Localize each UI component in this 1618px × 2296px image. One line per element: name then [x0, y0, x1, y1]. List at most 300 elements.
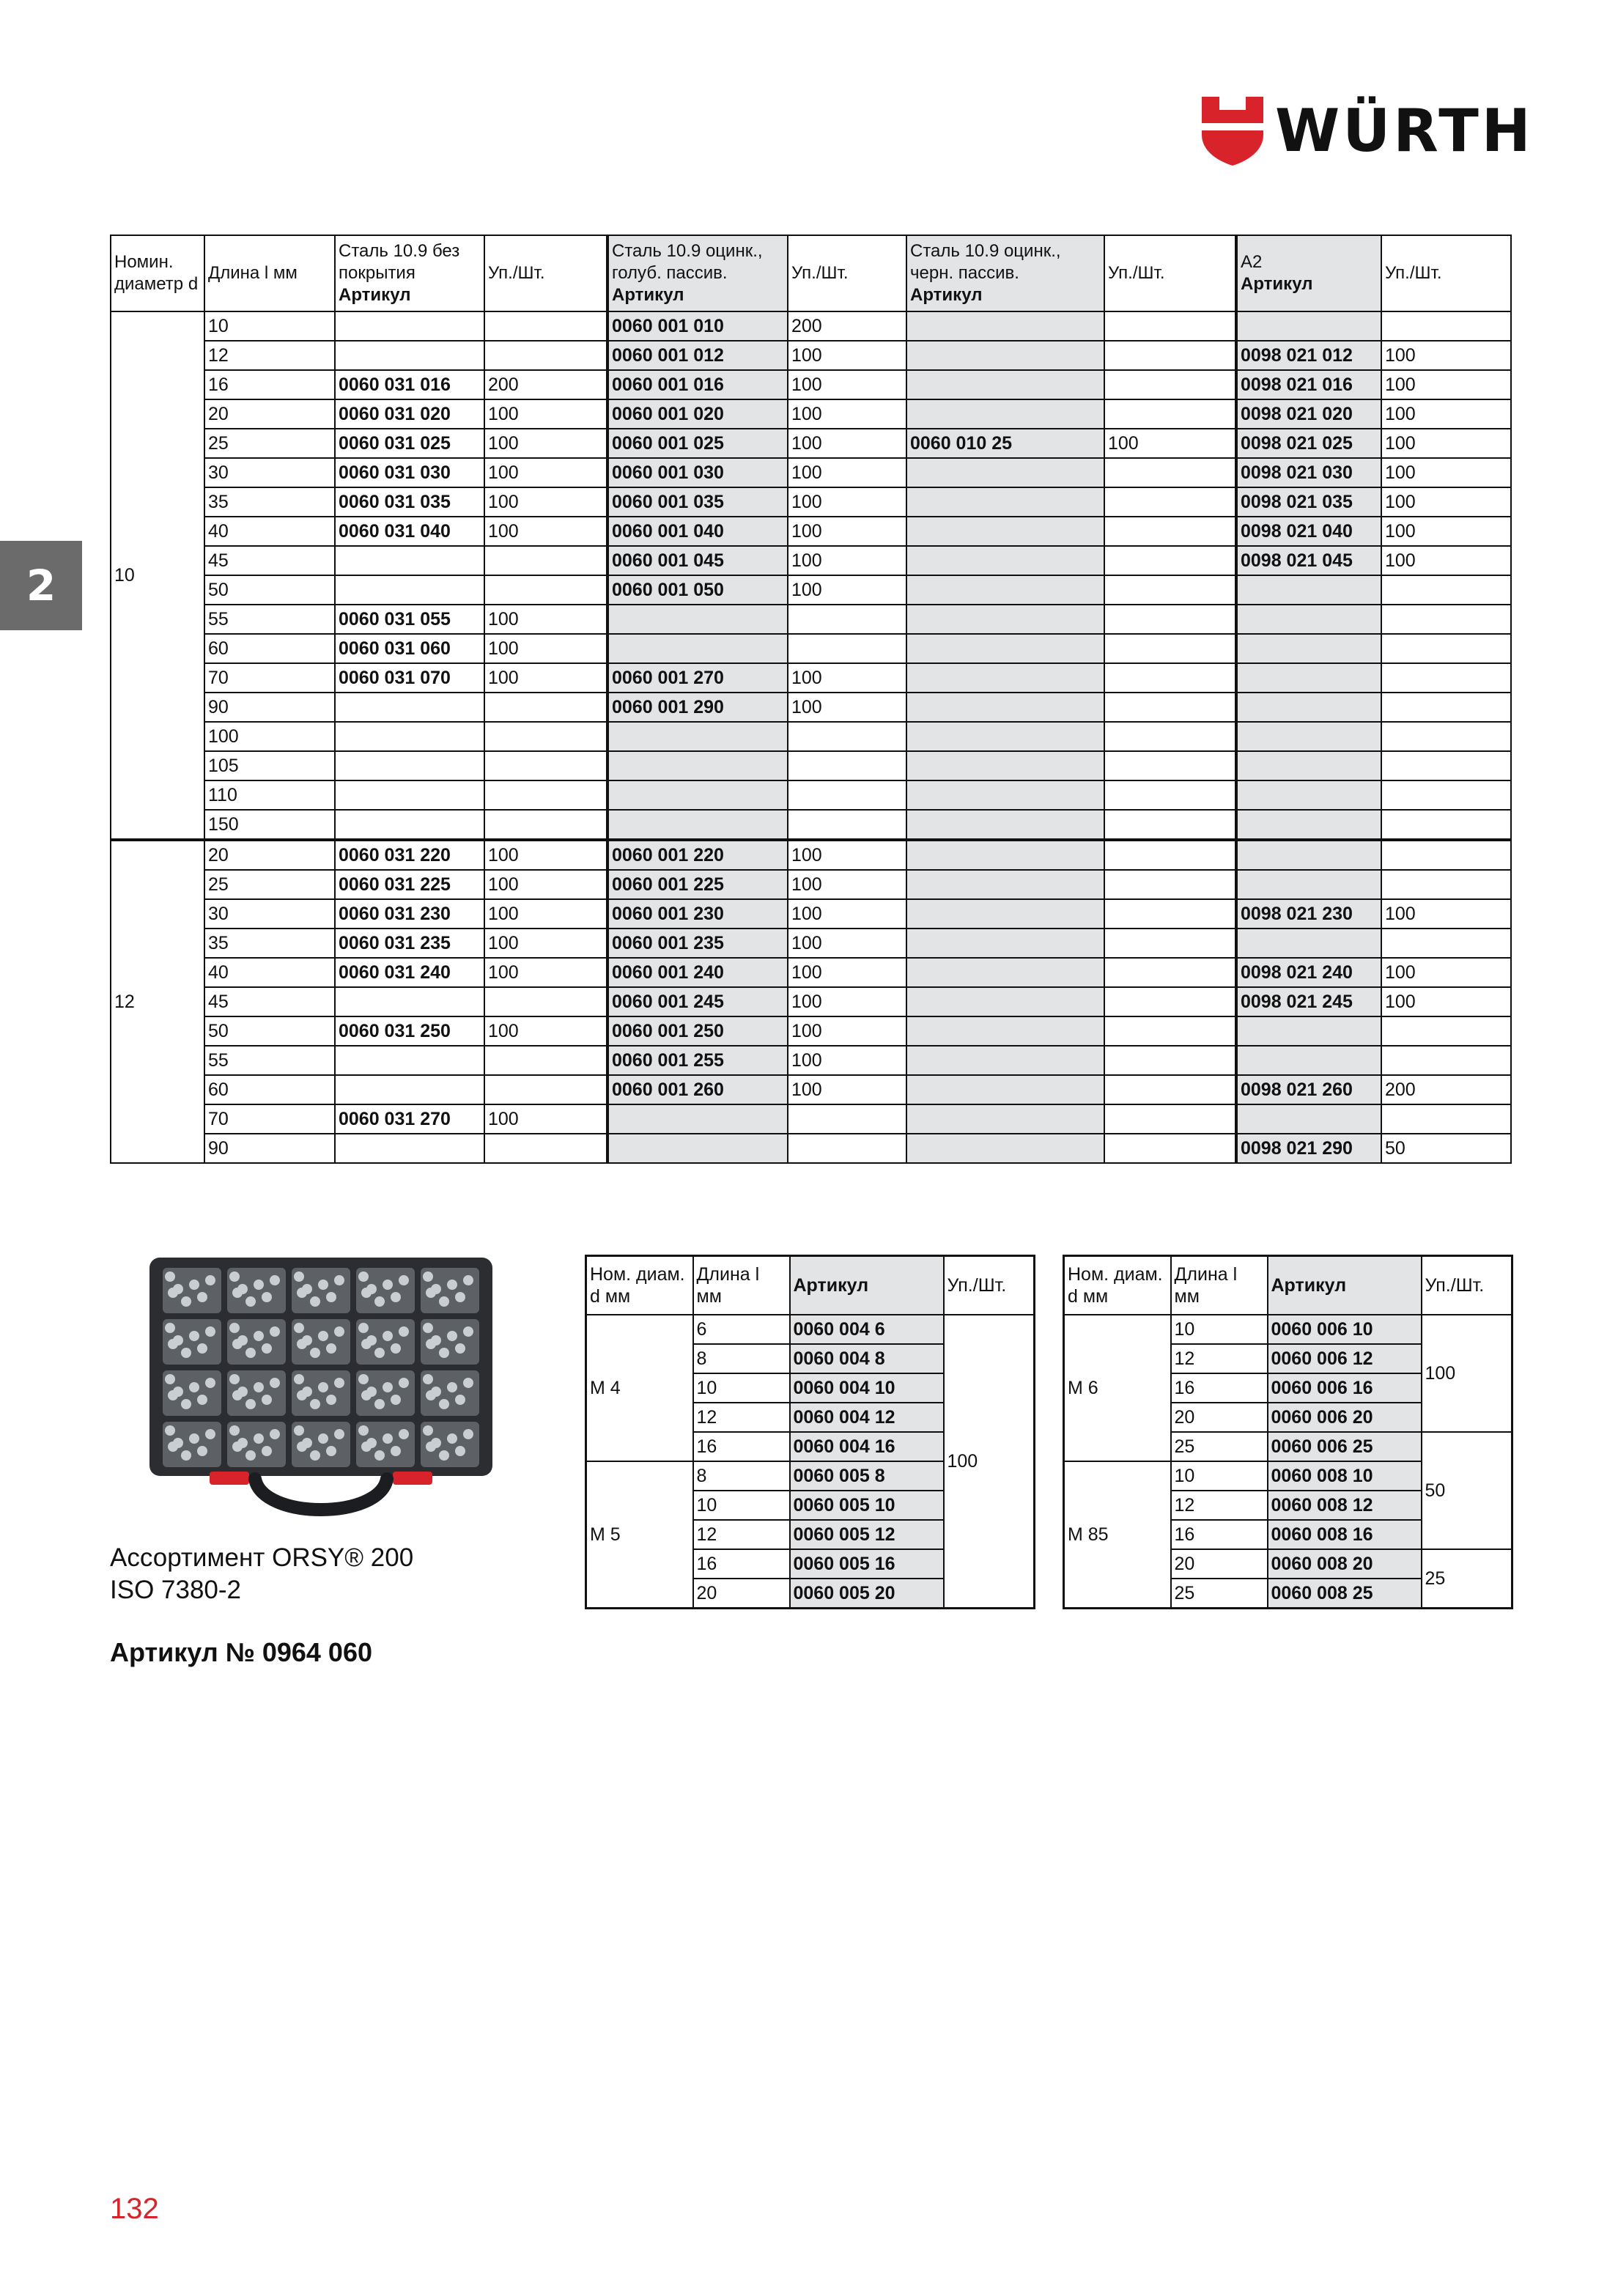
header-group4-article [1236, 235, 1381, 311]
length-cell: 50 [204, 575, 335, 605]
group2-pack-cell: 100 [788, 546, 906, 575]
header-group2-title: Сталь 10.9 оцинк., голуб. пассив. [612, 241, 763, 283]
group1-article-cell [335, 987, 484, 1016]
screw-head [383, 1433, 393, 1444]
screw-head [361, 1339, 372, 1349]
group3-pack-cell [1104, 341, 1236, 370]
screw-head [245, 1450, 256, 1461]
group3-article-cell [906, 575, 1104, 605]
page-number: 132 [110, 2193, 159, 2225]
group2-article-cell [607, 722, 788, 751]
screw-head [297, 1288, 307, 1298]
group4-pack-cell [1381, 634, 1511, 663]
table-row [111, 899, 1511, 929]
group4-pack-cell: 200 [1381, 1075, 1511, 1104]
group4-article-cell [1236, 575, 1381, 605]
article-cell: 0060 005 16 [790, 1549, 944, 1579]
header-nom-diam: Номин. диаметр d [111, 235, 204, 311]
group4-pack-cell [1381, 1016, 1511, 1046]
group4-pack-cell [1381, 575, 1511, 605]
group2-article-cell: 0060 001 250 [607, 1016, 788, 1046]
header-group3-article-label: Артикул [910, 285, 983, 305]
table-row [111, 311, 1511, 341]
screw-head [326, 1343, 336, 1354]
screw-head [189, 1280, 199, 1290]
screw-head [262, 1446, 272, 1456]
screw-head [229, 1323, 240, 1333]
length-cell: 25 [204, 870, 335, 899]
group2-article-cell: 0060 001 255 [607, 1046, 788, 1075]
screw-head [270, 1378, 280, 1388]
screw-head [426, 1288, 436, 1298]
group1-pack-cell: 100 [484, 929, 607, 958]
screw-head [168, 1390, 178, 1400]
group4-pack-cell [1381, 751, 1511, 780]
assortment-title: Ассортимент ORSY® 200 [110, 1543, 414, 1572]
length-cell: 20 [204, 399, 335, 429]
group4-article-cell [1236, 1016, 1381, 1046]
length-cell: 16 [204, 370, 335, 399]
screw-head [383, 1382, 393, 1392]
table-row [111, 1016, 1511, 1046]
screw-head [165, 1271, 175, 1282]
group1-article-cell [335, 722, 484, 751]
length-cell: 10 [693, 1491, 790, 1520]
length-cell: 90 [204, 1134, 335, 1163]
group4-pack-cell [1381, 663, 1511, 693]
length-cell: 150 [204, 810, 335, 840]
group1-article-cell [335, 341, 484, 370]
screw-head [181, 1348, 191, 1358]
group4-pack-cell [1381, 311, 1511, 341]
table-row [111, 1046, 1511, 1075]
group3-article-cell [906, 399, 1104, 429]
header-group1-article [335, 235, 484, 311]
group2-article-cell: 0060 001 050 [607, 575, 788, 605]
header-length: Длина l мм [1171, 1256, 1268, 1315]
screw-head [423, 1374, 433, 1384]
group3-pack-cell [1104, 810, 1236, 840]
table-row [111, 429, 1511, 458]
table-row [111, 693, 1511, 722]
group1-article-cell [335, 780, 484, 810]
header-nom-diam: Ном. диам. d мм [1064, 1256, 1171, 1315]
header-group4-pack: Уп./Шт. [1381, 235, 1511, 311]
group4-article-cell: 0098 021 045 [1236, 546, 1381, 575]
group2-article-cell: 0060 001 235 [607, 929, 788, 958]
table-row [111, 487, 1511, 517]
length-cell: 10 [693, 1373, 790, 1403]
screw-head [447, 1433, 457, 1444]
screw-head [463, 1429, 473, 1439]
group1-pack-cell [484, 780, 607, 810]
table-row [111, 929, 1511, 958]
group3-article-cell [906, 751, 1104, 780]
screw-head [358, 1425, 369, 1436]
diameter-cell: 10 [111, 311, 204, 840]
group1-pack-cell [484, 1075, 607, 1104]
screw-head [262, 1343, 272, 1354]
screw-head [447, 1280, 457, 1290]
group3-article-cell [906, 311, 1104, 341]
group3-article-cell [906, 958, 1104, 987]
group3-pack-cell [1104, 517, 1236, 546]
group1-pack-cell [484, 810, 607, 840]
table-row [111, 575, 1511, 605]
group3-article-cell [906, 840, 1104, 870]
screw-head [374, 1296, 385, 1307]
table-row [111, 958, 1511, 987]
group3-article-cell [906, 1046, 1104, 1075]
group1-pack-cell: 100 [484, 605, 607, 634]
group3-article-cell [906, 370, 1104, 399]
group1-article-cell [335, 1046, 484, 1075]
screw-head [205, 1429, 215, 1439]
group2-pack-cell: 100 [788, 487, 906, 517]
group1-article-cell: 0060 031 235 [335, 929, 484, 958]
header-pack: Уп./Шт. [1422, 1256, 1512, 1315]
length-cell: 16 [1171, 1373, 1268, 1403]
group3-article-cell [906, 722, 1104, 751]
screw-head [447, 1382, 457, 1392]
pack-cell: 100 [944, 1315, 1035, 1609]
group3-article-cell [906, 487, 1104, 517]
group2-pack-cell: 100 [788, 870, 906, 899]
brand-name: WÜRTH [1275, 97, 1534, 165]
table-row [111, 1134, 1511, 1163]
header-group2-article [607, 235, 788, 311]
length-cell: 60 [204, 1075, 335, 1104]
group1-article-cell: 0060 031 055 [335, 605, 484, 634]
table-row [111, 870, 1511, 899]
header-length: Длина l мм [204, 235, 335, 311]
screw-head [229, 1271, 240, 1282]
group3-pack-cell [1104, 870, 1236, 899]
group3-pack-cell [1104, 311, 1236, 341]
screw-head [358, 1374, 369, 1384]
header-article: Артикул [1268, 1256, 1422, 1315]
header-group4-article-label: Артикул [1241, 274, 1313, 294]
screw-head [232, 1288, 243, 1298]
table-row [111, 663, 1511, 693]
group4-article-cell: 0098 021 260 [1236, 1075, 1381, 1104]
group2-article-cell: 0060 001 230 [607, 899, 788, 929]
length-cell: 40 [204, 517, 335, 546]
screw-head [318, 1280, 328, 1290]
length-cell: 12 [1171, 1491, 1268, 1520]
screw-head [254, 1331, 264, 1341]
group3-pack-cell [1104, 575, 1236, 605]
group2-pack-cell: 100 [788, 1046, 906, 1075]
article-cell: 0060 004 10 [790, 1373, 944, 1403]
screw-head [439, 1348, 449, 1358]
main-table-header [111, 235, 1511, 311]
group3-article-cell [906, 605, 1104, 634]
screw-head [439, 1399, 449, 1409]
group1-article-cell: 0060 031 250 [335, 1016, 484, 1046]
group3-article-cell [906, 517, 1104, 546]
group3-pack-cell [1104, 840, 1236, 870]
group2-article-cell: 0060 001 035 [607, 487, 788, 517]
group3-article-cell [906, 929, 1104, 958]
length-cell: 25 [1171, 1432, 1268, 1461]
screw-head [310, 1348, 320, 1358]
article-cell: 0060 004 6 [790, 1315, 944, 1344]
group2-pack-cell: 100 [788, 341, 906, 370]
group1-pack-cell: 100 [484, 487, 607, 517]
group2-pack-cell [788, 634, 906, 663]
screw-head [294, 1425, 304, 1436]
screw-head [326, 1395, 336, 1405]
pack-cell: 25 [1422, 1549, 1512, 1609]
article-cell: 0060 004 8 [790, 1344, 944, 1373]
group3-article-cell: 0060 010 25 [906, 429, 1104, 458]
group3-pack-cell [1104, 751, 1236, 780]
group1-article-cell [335, 693, 484, 722]
group2-article-cell: 0060 001 012 [607, 341, 788, 370]
screw-head [197, 1395, 207, 1405]
screw-head [197, 1292, 207, 1302]
table-row [111, 987, 1511, 1016]
table-row [111, 1075, 1511, 1104]
length-cell: 55 [204, 605, 335, 634]
group4-article-cell: 0098 021 016 [1236, 370, 1381, 399]
pack-cell: 50 [1422, 1432, 1512, 1549]
group1-article-cell [335, 1134, 484, 1163]
group1-article-cell [335, 810, 484, 840]
group1-article-cell [335, 751, 484, 780]
group2-article-cell: 0060 001 030 [607, 458, 788, 487]
group1-pack-cell: 100 [484, 840, 607, 870]
group3-pack-cell [1104, 722, 1236, 751]
screw-head [463, 1378, 473, 1388]
group2-pack-cell [788, 1104, 906, 1134]
group4-article-cell [1236, 634, 1381, 663]
screw-head [318, 1382, 328, 1392]
screw-head [297, 1339, 307, 1349]
length-cell: 25 [1171, 1579, 1268, 1609]
group4-article-cell: 0098 021 230 [1236, 899, 1381, 929]
group1-pack-cell [484, 546, 607, 575]
group3-pack-cell [1104, 1075, 1236, 1104]
group2-pack-cell: 100 [788, 840, 906, 870]
group1-article-cell: 0060 031 225 [335, 870, 484, 899]
screw-head [232, 1339, 243, 1349]
group4-article-cell [1236, 1104, 1381, 1134]
orsy-case-image [145, 1255, 497, 1526]
screw-head [165, 1374, 175, 1384]
group1-pack-cell: 100 [484, 870, 607, 899]
screw-head [455, 1446, 465, 1456]
screw-head [463, 1326, 473, 1337]
screw-head [334, 1429, 344, 1439]
group1-pack-cell [484, 987, 607, 1016]
group3-article-cell [906, 810, 1104, 840]
header-group1-article-label: Артикул [339, 285, 411, 305]
group1-article-cell [335, 575, 484, 605]
table-row [111, 605, 1511, 634]
screw-head [270, 1429, 280, 1439]
length-cell: 12 [693, 1403, 790, 1432]
diameter-cell: M 4 [586, 1315, 693, 1461]
group3-pack-cell [1104, 1134, 1236, 1163]
length-cell: 12 [1171, 1344, 1268, 1373]
group4-article-cell: 0098 021 040 [1236, 517, 1381, 546]
length-cell: 16 [693, 1549, 790, 1579]
screw-head [297, 1390, 307, 1400]
group2-pack-cell: 100 [788, 987, 906, 1016]
group3-pack-cell [1104, 487, 1236, 517]
group4-pack-cell: 100 [1381, 341, 1511, 370]
length-cell: 35 [204, 487, 335, 517]
group2-article-cell: 0060 001 020 [607, 399, 788, 429]
group4-pack-cell [1381, 1104, 1511, 1134]
group1-article-cell: 0060 031 060 [335, 634, 484, 663]
group3-article-cell [906, 341, 1104, 370]
screw-head [270, 1326, 280, 1337]
group4-article-cell [1236, 780, 1381, 810]
group1-pack-cell: 100 [484, 399, 607, 429]
case-handle [255, 1479, 387, 1510]
screw-head [165, 1425, 175, 1436]
group2-article-cell: 0060 001 040 [607, 517, 788, 546]
group4-article-cell [1236, 1046, 1381, 1075]
group4-article-cell: 0098 021 035 [1236, 487, 1381, 517]
group1-pack-cell: 100 [484, 663, 607, 693]
screw-head [197, 1343, 207, 1354]
length-cell: 8 [693, 1344, 790, 1373]
group3-article-cell [906, 987, 1104, 1016]
table-row [111, 517, 1511, 546]
group4-article-cell [1236, 693, 1381, 722]
table-row [111, 370, 1511, 399]
length-cell: 30 [204, 458, 335, 487]
group4-article-cell [1236, 840, 1381, 870]
screw-head [391, 1292, 401, 1302]
group4-pack-cell [1381, 693, 1511, 722]
screw-head [361, 1442, 372, 1452]
group4-article-cell: 0098 021 290 [1236, 1134, 1381, 1163]
group3-pack-cell [1104, 780, 1236, 810]
screw-head [245, 1399, 256, 1409]
screw-head [426, 1339, 436, 1349]
group4-pack-cell [1381, 870, 1511, 899]
group2-article-cell: 0060 001 016 [607, 370, 788, 399]
screw-head [181, 1296, 191, 1307]
table-row [111, 1104, 1511, 1134]
screw-head [423, 1323, 433, 1333]
screw-head [254, 1433, 264, 1444]
length-cell: 8 [693, 1461, 790, 1491]
length-cell: 55 [204, 1046, 335, 1075]
header-group3-pack: Уп./Шт. [1104, 235, 1236, 311]
article-cell: 0060 005 8 [790, 1461, 944, 1491]
group2-pack-cell: 100 [788, 429, 906, 458]
screw-head [294, 1374, 304, 1384]
table-row [111, 399, 1511, 429]
group4-article-cell: 0098 021 012 [1236, 341, 1381, 370]
header-pack: Уп./Шт. [944, 1256, 1035, 1315]
screw-head [334, 1275, 344, 1285]
group2-pack-cell [788, 722, 906, 751]
wurth-logo [1202, 97, 1534, 166]
group4-article-cell [1236, 870, 1381, 899]
small-table-body [586, 1315, 1035, 1609]
screw-head [383, 1331, 393, 1341]
group1-article-cell: 0060 031 270 [335, 1104, 484, 1134]
group2-pack-cell: 100 [788, 1075, 906, 1104]
screw-head [254, 1280, 264, 1290]
group2-pack-cell: 100 [788, 693, 906, 722]
group3-pack-cell [1104, 605, 1236, 634]
group3-pack-cell [1104, 1104, 1236, 1134]
group2-article-cell [607, 1104, 788, 1134]
small-table-header [1064, 1256, 1512, 1315]
screw-head [205, 1378, 215, 1388]
table-row [111, 341, 1511, 370]
article-cell: 0060 005 10 [790, 1491, 944, 1520]
diameter-cell: M 6 [1064, 1315, 1171, 1461]
group2-article-cell [607, 1134, 788, 1163]
screw-head [383, 1280, 393, 1290]
group3-article-cell [906, 1134, 1104, 1163]
group2-pack-cell [788, 780, 906, 810]
length-cell: 100 [204, 722, 335, 751]
screw-head [310, 1450, 320, 1461]
screw-head [297, 1442, 307, 1452]
group2-pack-cell: 100 [788, 370, 906, 399]
group1-article-cell [335, 311, 484, 341]
table-row [111, 810, 1511, 840]
group2-article-cell [607, 634, 788, 663]
length-cell: 10 [204, 311, 335, 341]
group3-article-cell [906, 546, 1104, 575]
table-row [1064, 1315, 1512, 1344]
group2-pack-cell: 100 [788, 458, 906, 487]
group1-pack-cell: 100 [484, 517, 607, 546]
screw-head [189, 1382, 199, 1392]
group1-pack-cell: 100 [484, 458, 607, 487]
article-cell: 0060 004 12 [790, 1403, 944, 1432]
screw-head [232, 1442, 243, 1452]
article-cell: 0060 005 20 [790, 1579, 944, 1609]
group2-article-cell [607, 751, 788, 780]
screw-head [455, 1395, 465, 1405]
group1-article-cell: 0060 031 070 [335, 663, 484, 693]
group3-pack-cell [1104, 399, 1236, 429]
group2-article-cell: 0060 001 045 [607, 546, 788, 575]
group1-article-cell [335, 546, 484, 575]
screw-head [310, 1399, 320, 1409]
group2-pack-cell: 100 [788, 1016, 906, 1046]
screw-head [254, 1382, 264, 1392]
length-cell: 20 [1171, 1549, 1268, 1579]
screw-head [181, 1450, 191, 1461]
group4-pack-cell: 100 [1381, 987, 1511, 1016]
group3-pack-cell: 100 [1104, 429, 1236, 458]
length-cell: 70 [204, 1104, 335, 1134]
group1-pack-cell [484, 341, 607, 370]
screw-head [326, 1292, 336, 1302]
screw-head [168, 1442, 178, 1452]
header-length: Длина l мм [693, 1256, 790, 1315]
table-row [586, 1315, 1035, 1344]
screw-head [165, 1323, 175, 1333]
group2-article-cell [607, 605, 788, 634]
screw-head [447, 1331, 457, 1341]
main-table-body [111, 311, 1511, 1163]
screw-head [391, 1343, 401, 1354]
